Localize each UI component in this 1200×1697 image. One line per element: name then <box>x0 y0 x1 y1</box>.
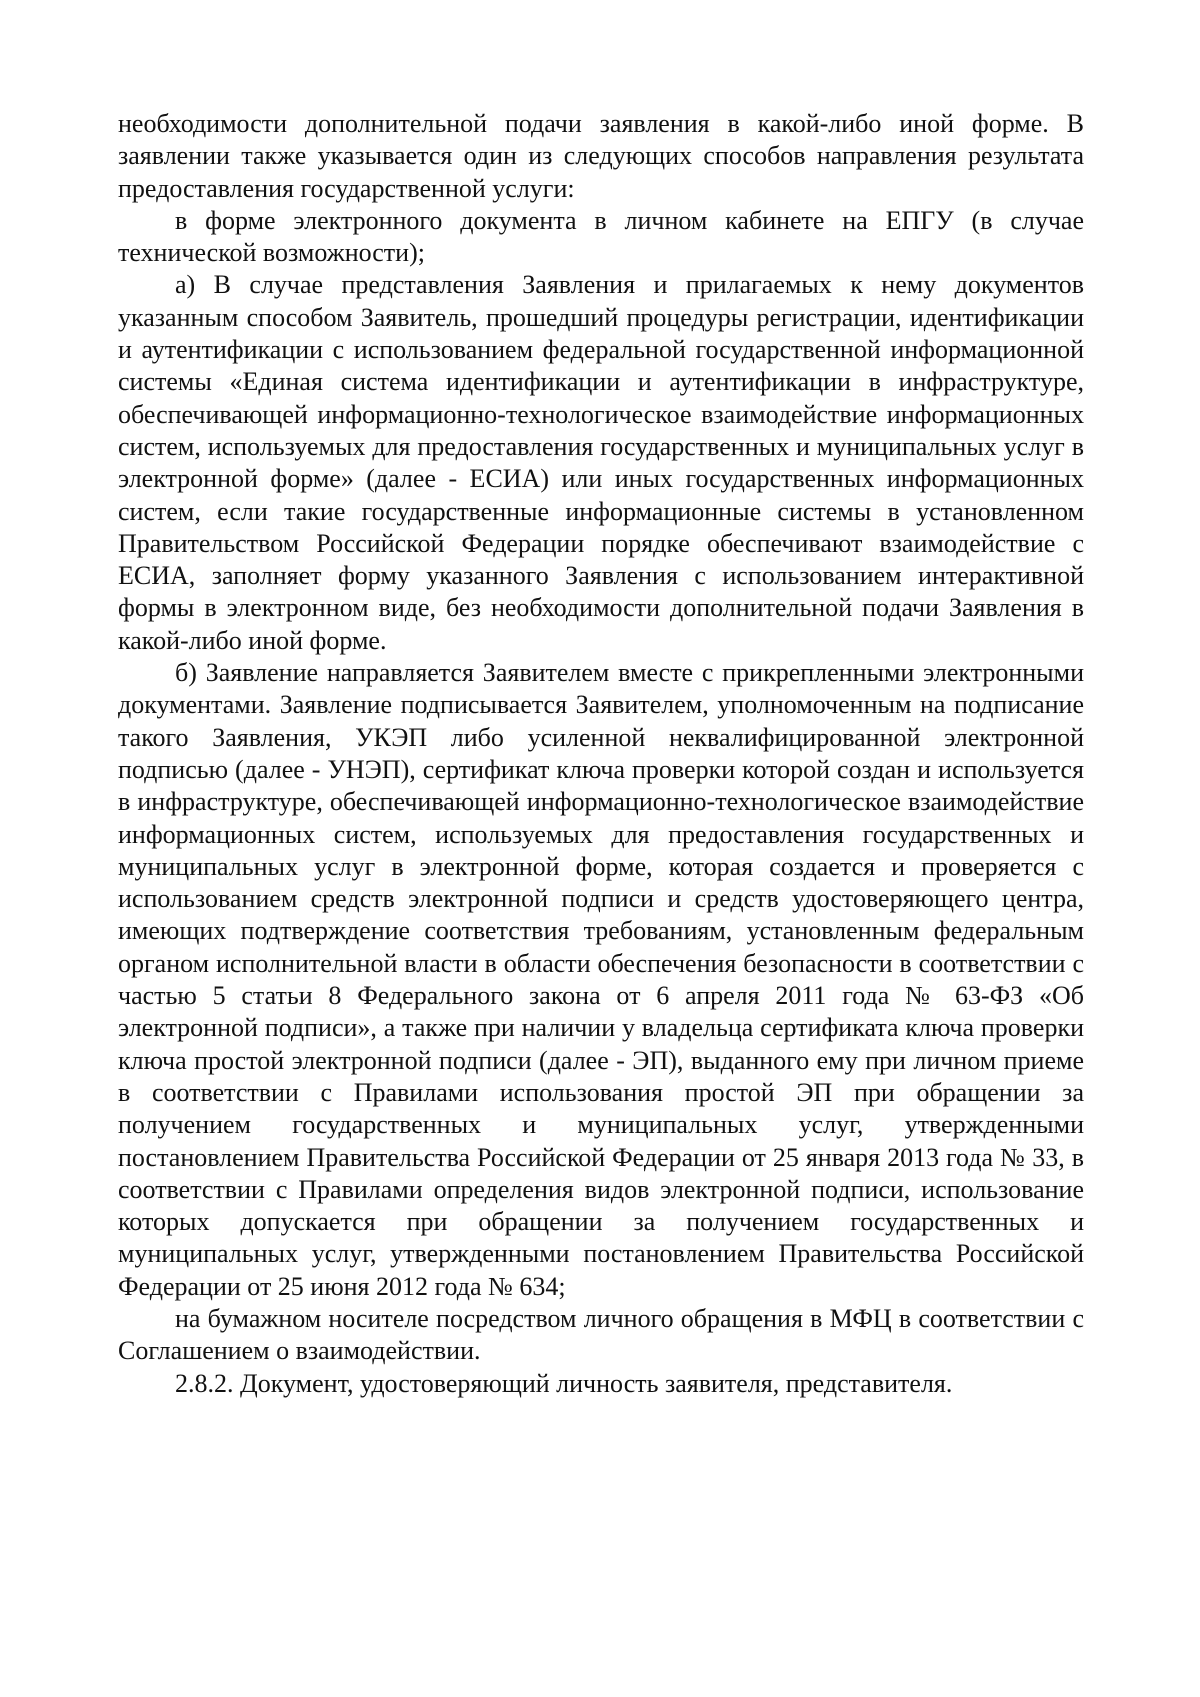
paragraph-section-2-8-2: 2.8.2. Документ, удостоверяющий личность заявителя, представителя. <box>175 1368 953 1398</box>
paragraph-paper-carrier: на бумажном носителе посредством личного обращения в МФЦ в соответствии с Соглашением о взаимодействии. <box>118 1303 1084 1366</box>
paragraph-continuation: необходимости дополнительной подачи заявления в какой-либо иной форме. В заявлении также указывается один из следующих способов направления результата предоставления государственной услуги: <box>118 109 1084 203</box>
paragraph-electronic-form: в форме электронного документа в личном кабинете на ЕПГУ (в случае технической возможности); <box>118 205 1084 268</box>
paragraph-item-b: б) Заявление направляется Заявителем вместе с прикрепленными электронными документами. Заявление подписывается Заявителем, уполномоченным на подписание такого Заявления, УКЭП либо усиленной неквалифицированной электронной подписью (далее - УНЭП), сертификат ключа проверки которой создан и используется в инфраструктуре, обеспечивающей информационно-технологическое взаимодействие информационных систем, используемых для предоставления государственных и муниципальных услуг в электронной форме, которая создается и проверяется с использованием средств электронной подписи и средств удостоверяющего центра, имеющих подтверждение соответствия требованиям, установленным федеральным органом исполнительной власти в области обеспечения безопасности в соответствии с частью 5 статьи 8 Федерального закона от 6 апреля 2011 года № 63-ФЗ «Об электронной подписи», а также при наличии у владельца сертификата ключа проверки ключа простой электронной подписи (далее - ЭП), выданного ему при личном приеме в соответствии с Правилами использования простой ЭП при обращении за получением государственных и муниципальных услуг, утвержденными постановлением Правительства Российской Федерации от 25 января 2013 года № 33, в соответствии с Правилами определения видов электронной подписи, использование которых допускается при обращении за получением государственных и муниципальных услуг, утвержденными постановлением Правительства Российской Федерации от 25 июня 2012 года № 634; <box>118 658 1084 1301</box>
document-page <box>118 108 1084 1400</box>
paragraph-item-a: а) В случае представления Заявления и прилагаемых к нему документов указанным способом Заявитель, прошедший процедуры регистрации, идентификации и аутентификации с использованием федеральной государственной информационной системы «Единая система идентификации и аутентификации в инфраструктуре, обеспечивающей информационно-технологическое взаимодействие информационных систем, используемых для предоставления государственных и муниципальных услуг в электронной форме» (далее - ЕСИА) или иных государственных информационных систем, если такие государственные информационные системы в установленном Правительством Российской Федерации порядке обеспечивают взаимодействие с ЕСИА, заполняет форму указанного Заявления с использованием интерактивной формы в электронном виде, без необходимости дополнительной подачи Заявления в какой-либо иной форме. <box>118 270 1084 655</box>
